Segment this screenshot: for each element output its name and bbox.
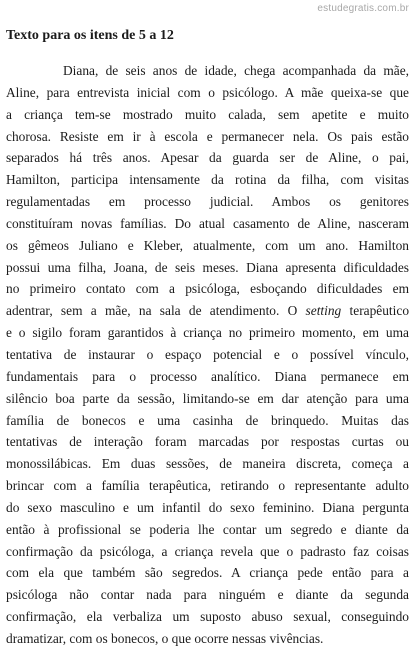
passage-line-text: adentrar, sem a mãe, na sala de atendimento. O [6,303,306,319]
passage-line: dramatizar, com os bonecos, o que ocorre nessas vivências. [6,630,324,646]
passage-line: chorosa. Resiste em ir à escola e permanecer nela. Os pais estão [6,128,409,144]
passage-text [6,60,409,650]
passage-line: tentativa de instaurar o espaço potencial e o possível vínculo, [6,346,409,362]
passage-line: Diana, de seis anos de idade, chega acompanhada da mãe, [63,63,409,78]
passage-line: no primeiro contato com a psicóloga, esboçando dificuldades em [6,281,409,297]
italic-term: setting [305,303,342,319]
passage-line: confirmação, ela verbaliza um suposto abuso sexual, conseguindo [6,609,409,625]
site-watermark: estudegratis.com.br [317,3,409,14]
section-heading: Texto para os itens de 5 a 12 [6,28,174,43]
passage-line: constituíram novas famílias. Do atual casamento de Aline, nasceram [6,215,409,231]
passage-line: tentativas de interação foram marcadas por respostas curtas ou [6,434,409,450]
passage-line: Hamilton, participa intensamente da rotina da filha, com visitas [6,172,409,188]
passage-line: brincar com a família terapêutica, retirando o representante adulto [6,478,409,494]
passage-line: fundamentais para o processo analítico. Diana permanece em [6,368,409,384]
passage-line: a criança tem-se mostrado muito calada, sem apetite e muito [6,106,409,122]
passage-line: regulamentadas em processo judicial. Ambos os genitores [6,194,409,210]
passage-line: e o sigilo foram garantidos à criança no primeiro momento, em uma [6,325,409,341]
passage-line: possui uma filha, Joana, de seis meses. Diana apresenta dificuldades [6,259,409,275]
passage-line: Aline, para entrevista inicial com o psicólogo. A mãe queixa-se que [6,84,409,100]
passage-line: com ela que também são segredos. A criança pede então para a [6,565,409,581]
passage-line: psicóloga não contar nada para ninguém e diante da segunda [6,587,409,603]
passage-line: silêncio boa parte da sessão, limitando-se em dar atenção para uma [6,390,409,406]
passage-line: confirmação da psicóloga, a criança revela que o padrasto faz coisas [6,543,409,559]
passage-line: então à profissional se poderia lhe contar um segredo e diante da [6,521,409,537]
passage-line: monossilábicas. Em duas sessões, de maneira discreta, começa a [6,456,409,472]
passage-line [6,300,409,322]
passage-line: separados há três anos. Apesar da guarda ser de Aline, o pai, [6,150,409,166]
passage-line: do sexo masculino e um infantil do sexo feminino. Diana pergunta [6,499,409,515]
passage-line-tail: terapêutico [341,303,409,319]
passage-line: os gêmeos Juliano e Kleber, atualmente, com um ano. Hamilton [6,237,409,253]
passage-line: família de bonecos e uma casinha de brinquedo. Muitas das [6,412,409,428]
